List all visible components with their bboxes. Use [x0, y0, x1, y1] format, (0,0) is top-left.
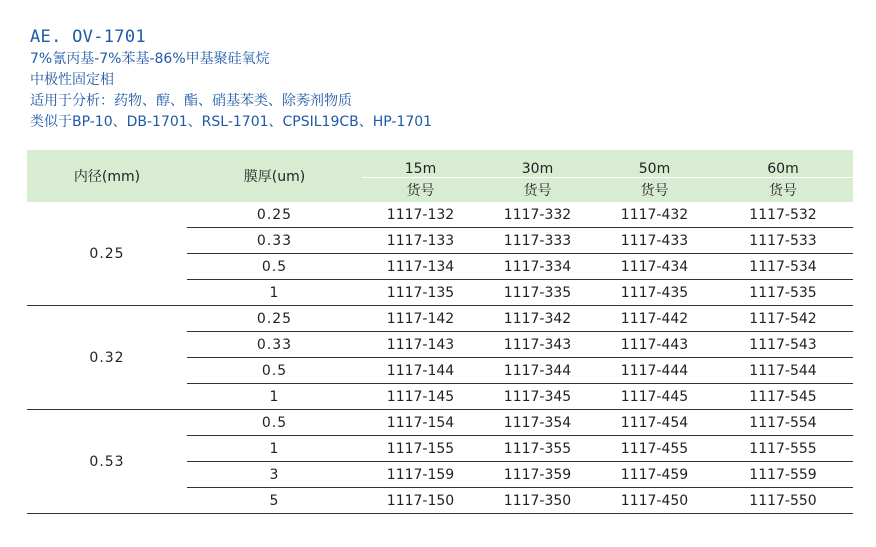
- table-row: [27, 410, 853, 436]
- polarity-note: 中极性固定相: [30, 72, 114, 88]
- part-number-cell: 1117-545: [713, 384, 853, 410]
- product-code: AE. OV-1701: [30, 27, 146, 47]
- part-number-cell: 1117-455: [596, 436, 713, 462]
- film-cell: 5: [187, 488, 362, 514]
- film-cell: 0.33: [187, 332, 362, 358]
- part-number-cell: 1117-144: [362, 358, 479, 384]
- header-inner-diameter: 内径(mm): [27, 150, 187, 202]
- part-number-cell: 1117-145: [362, 384, 479, 410]
- header-length-15m: 15m: [362, 150, 479, 178]
- part-number-cell: 1117-555: [713, 436, 853, 462]
- part-number-cell: 1117-155: [362, 436, 479, 462]
- phase-composition: 7%氰丙基-7%苯基-86%甲基聚硅氧烷: [30, 51, 270, 67]
- inner-diameter-cell: 0.25: [27, 202, 187, 306]
- column-spec-table: [27, 150, 853, 514]
- part-number-cell: 1117-544: [713, 358, 853, 384]
- part-number-cell: 1117-444: [596, 358, 713, 384]
- film-cell: 1: [187, 436, 362, 462]
- part-number-cell: 1117-335: [479, 280, 596, 306]
- part-number-cell: 1117-345: [479, 384, 596, 410]
- part-number-cell: 1117-434: [596, 254, 713, 280]
- subheader-part-no: 货号: [362, 178, 479, 203]
- part-number-cell: 1117-154: [362, 410, 479, 436]
- part-number-cell: 1117-432: [596, 202, 713, 228]
- part-number-cell: 1117-132: [362, 202, 479, 228]
- part-number-cell: 1117-133: [362, 228, 479, 254]
- part-number-cell: 1117-344: [479, 358, 596, 384]
- part-number-cell: 1117-542: [713, 306, 853, 332]
- application-note: 适用于分析：药物、醇、酯、硝基苯类、除莠剂物质: [30, 93, 352, 109]
- table-header-row: [27, 150, 853, 178]
- part-number-cell: 1117-554: [713, 410, 853, 436]
- film-cell: 0.33: [187, 228, 362, 254]
- part-number-cell: 1117-150: [362, 488, 479, 514]
- subheader-part-no: 货号: [479, 178, 596, 203]
- part-number-cell: 1117-343: [479, 332, 596, 358]
- part-number-cell: 1117-433: [596, 228, 713, 254]
- film-cell: 1: [187, 280, 362, 306]
- part-number-cell: 1117-443: [596, 332, 713, 358]
- part-number-cell: 1117-350: [479, 488, 596, 514]
- part-number-cell: 1117-142: [362, 306, 479, 332]
- film-cell: 0.5: [187, 254, 362, 280]
- part-number-cell: 1117-342: [479, 306, 596, 332]
- film-cell: 0.25: [187, 306, 362, 332]
- film-cell: 0.5: [187, 358, 362, 384]
- inner-diameter-cell: 0.32: [27, 306, 187, 410]
- subheader-part-no: 货号: [713, 178, 853, 203]
- part-number-cell: 1117-135: [362, 280, 479, 306]
- part-number-cell: 1117-333: [479, 228, 596, 254]
- part-number-cell: 1117-134: [362, 254, 479, 280]
- table-row: [27, 306, 853, 332]
- table-row: [27, 202, 853, 228]
- header-length-50m: 50m: [596, 150, 713, 178]
- part-number-cell: 1117-535: [713, 280, 853, 306]
- part-number-cell: 1117-533: [713, 228, 853, 254]
- part-number-cell: 1117-334: [479, 254, 596, 280]
- part-number-cell: 1117-550: [713, 488, 853, 514]
- part-number-cell: 1117-534: [713, 254, 853, 280]
- film-cell: 0.25: [187, 202, 362, 228]
- part-number-cell: 1117-159: [362, 462, 479, 488]
- part-number-cell: 1117-359: [479, 462, 596, 488]
- part-number-cell: 1117-543: [713, 332, 853, 358]
- product-header: [30, 28, 432, 133]
- film-cell: 1: [187, 384, 362, 410]
- part-number-cell: 1117-532: [713, 202, 853, 228]
- part-number-cell: 1117-354: [479, 410, 596, 436]
- part-number-cell: 1117-355: [479, 436, 596, 462]
- part-number-cell: 1117-143: [362, 332, 479, 358]
- part-number-cell: 1117-559: [713, 462, 853, 488]
- film-cell: 3: [187, 462, 362, 488]
- part-number-cell: 1117-454: [596, 410, 713, 436]
- part-number-cell: 1117-450: [596, 488, 713, 514]
- header-length-30m: 30m: [479, 150, 596, 178]
- part-number-cell: 1117-435: [596, 280, 713, 306]
- header-length-60m: 60m: [713, 150, 853, 178]
- part-number-cell: 1117-332: [479, 202, 596, 228]
- header-film-thickness: 膜厚(um): [187, 150, 362, 202]
- inner-diameter-cell: 0.53: [27, 410, 187, 514]
- part-number-cell: 1117-445: [596, 384, 713, 410]
- film-cell: 0.5: [187, 410, 362, 436]
- part-number-cell: 1117-442: [596, 306, 713, 332]
- subheader-part-no: 货号: [596, 178, 713, 203]
- equivalents-note: 类似于BP-10、DB-1701、RSL-1701、CPSIL19CB、HP-1701: [30, 114, 433, 130]
- part-number-cell: 1117-459: [596, 462, 713, 488]
